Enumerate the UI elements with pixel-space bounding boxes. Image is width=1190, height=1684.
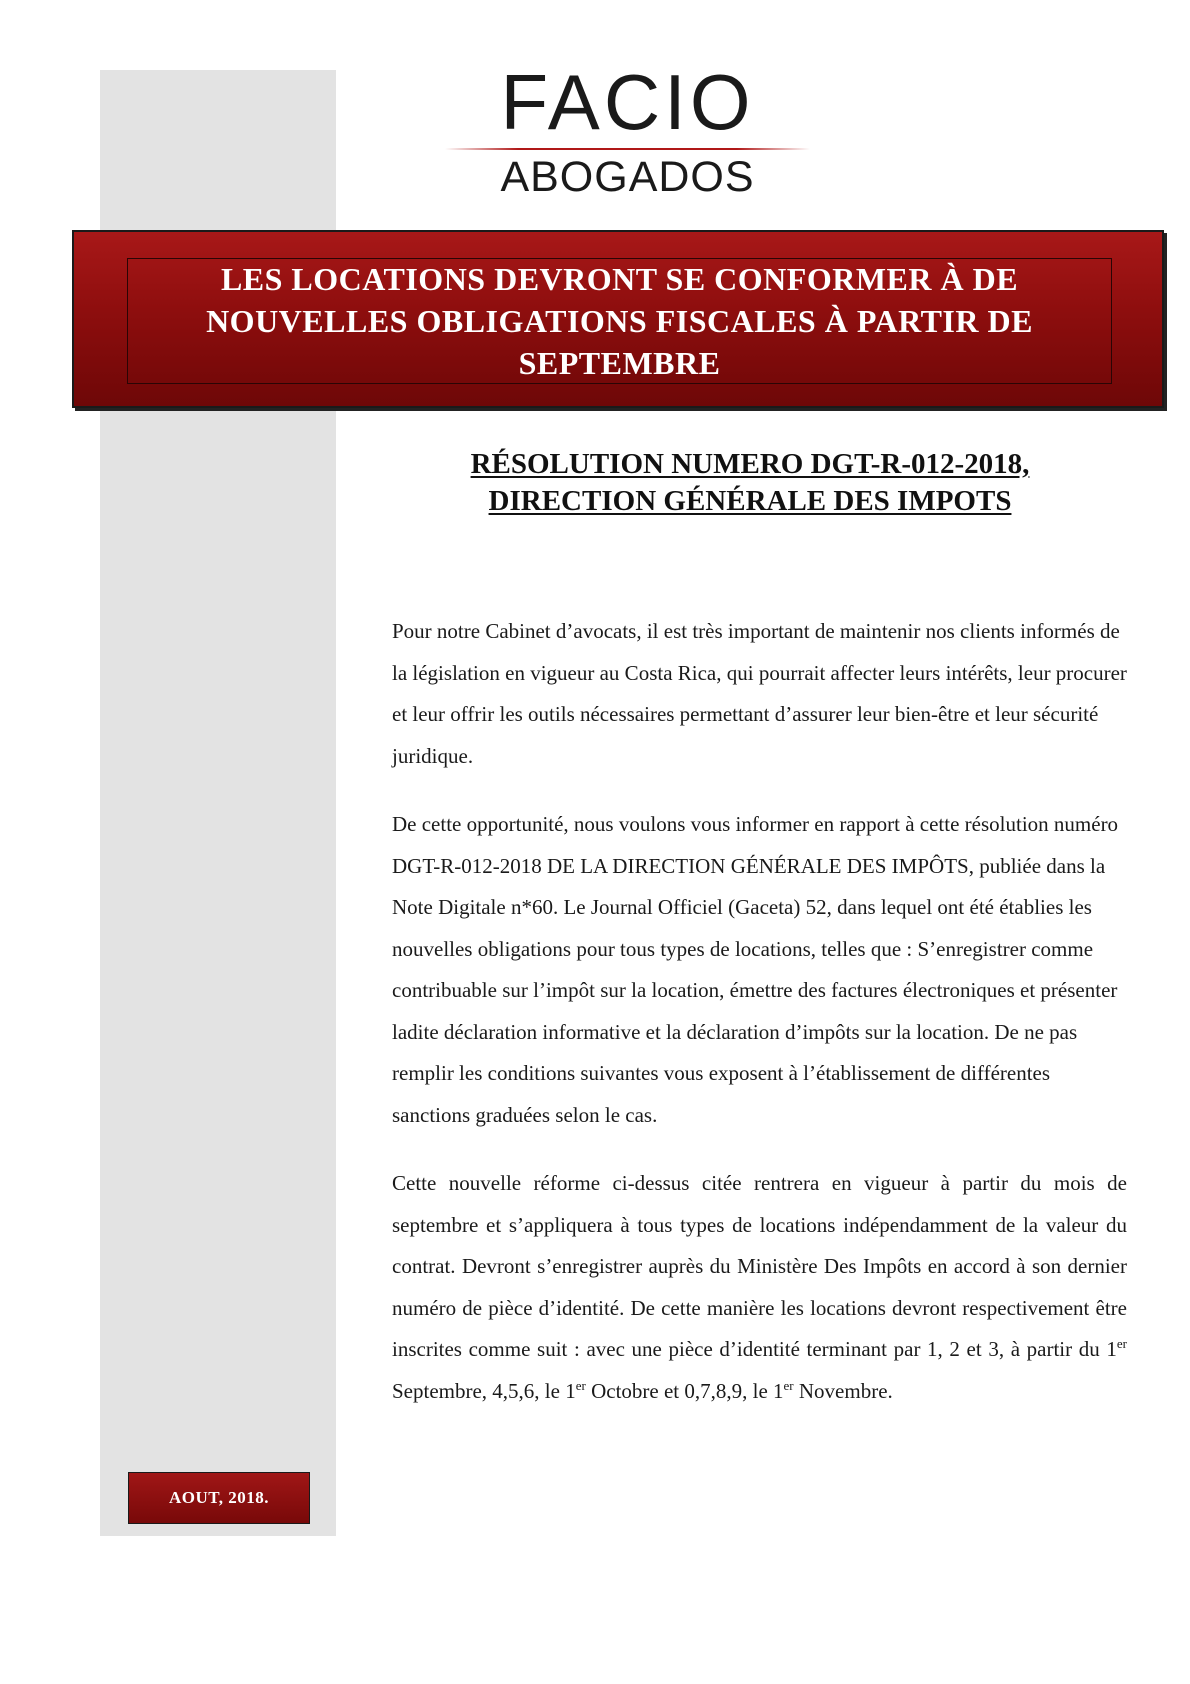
- date-badge: AOUT, 2018.: [128, 1472, 310, 1524]
- paragraph-reform-part4: Novembre.: [793, 1378, 893, 1403]
- paragraph-intro: Pour notre Cabinet d’avocats, il est très important de maintenir nos clients informés de la législation en vigueur au Costa Rica, qui pourrait affecter leurs intérêts, leur procurer et leur offrir les outils nécessaires permettant d’assurer leur bien-être et leur sécurité juridique.: [392, 619, 1127, 768]
- company-logo: [445, 58, 810, 202]
- logo-subtitle: ABOGADOS: [500, 153, 755, 201]
- paragraph-reform: [392, 1163, 1127, 1412]
- document-body: [392, 611, 1127, 1439]
- paragraph-reform-part3: Octobre et 0,7,8,9, le 1: [585, 1378, 784, 1403]
- paragraph-resolution: De cette opportunité, nous voulons vous informer en rapport à cette résolution numéro DGT-R-012-2018 DE LA DIRECTION GÉNÉRALE DES IMPÔTS, publiée dans la Note Digitale n*60. Le Journal Officiel (Gaceta) 52, dans lequel ont été établies les nouvelles obligations pour tous types de locations, telles que : S’enregistrer comme contribuable sur l’impôt sur la location, émettre des factures électroniques et présenter ladite déclaration informative et la déclaration d’impôts sur la location. De ne pas remplir les conditions suivantes vous exposent à l’établissement de différentes sanctions graduées selon le cas.: [392, 812, 1119, 1127]
- logo-name: FACIO: [500, 58, 755, 146]
- ordinal-sup: er: [575, 1377, 586, 1393]
- logo-divider: [445, 148, 810, 150]
- title-banner: [72, 230, 1164, 408]
- resolution-heading-line2: DIRECTION GÉNÉRALE DES IMPOTS: [488, 485, 1012, 517]
- ordinal-sup: er: [1116, 1336, 1127, 1351]
- ordinal-sup: er: [783, 1377, 794, 1393]
- paragraph-reform-part2: Septembre, 4,5,6, le 1: [392, 1378, 576, 1403]
- paragraph-reform-part1: Cette nouvelle réforme ci-dessus citée rentrera en vigueur à partir du mois de septembre et s’appliquera à tous types de locations indépendamment de la valeur du contrat. Devront s’enregistrer auprès du Ministère Des Impôts en accord à son dernier numéro de pièce d’identité. De cette manière les locations devront respectivement être inscrites comme suit : avec une pièce d’identité terminant par 1, 2 et 3, à partir du 1: [392, 1171, 1127, 1361]
- title-banner-frame: [127, 258, 1112, 384]
- resolution-heading-line1: RÉSOLUTION NUMERO DGT-R-012-2018,: [470, 448, 1030, 480]
- resolution-heading: [400, 446, 1100, 520]
- page-title: LES LOCATIONS DEVRONT SE CONFORMER À DE NOUVELLES OBLIGATIONS FISCALES À PARTIR DE SEPTEMBRE: [206, 261, 1033, 381]
